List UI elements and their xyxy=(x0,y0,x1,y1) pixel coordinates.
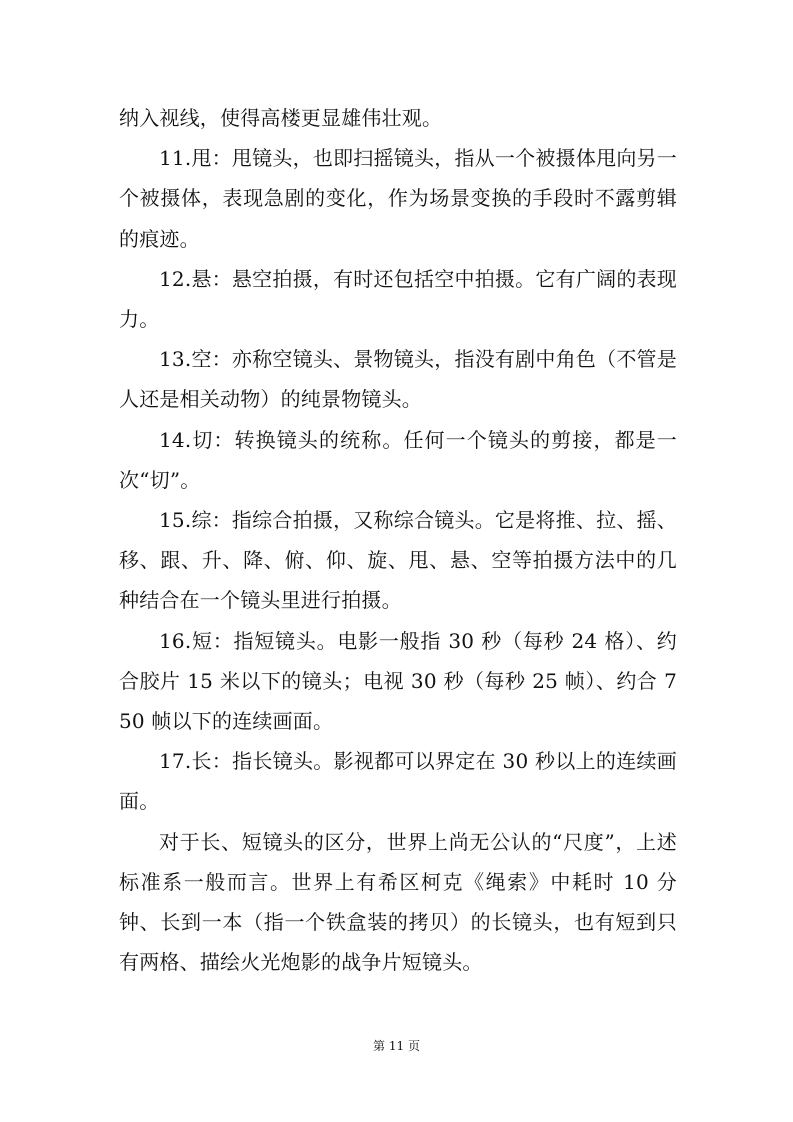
paragraph-continuation: 纳入视线，使得高楼更显雄伟壮观。 xyxy=(119,106,443,130)
paragraph-item-11: 11.甩：甩镜头，也即扫摇镜头，指从一个被摄体甩向另一个被摄体，表现急剧的变化，作为场景变换的手段时不露剪辑的痕迹。 xyxy=(119,146,677,251)
paragraph-item-17: 17.长：指长镜头。影视都可以界定在 30 秒以上的连续画面。 xyxy=(119,749,677,814)
page-number: 第 11 页 xyxy=(373,1039,420,1053)
paragraph-item-16: 16.短：指短镜头。电影一般指 30 秒（每秒 24 格）、约合胶片 15 米以下的镜头；电视 30 秒（每秒 25 帧）、约合 750 帧以下的连续画面。 xyxy=(119,628,677,734)
paragraph-summary: 对于长、短镜头的区分，世界上尚无公认的“尺度”，上述标准系一般而言。世界上有希区柯克《绳索》中耗时 10 分钟、长到一本（指一个铁盒装的拷贝）的长镜头，也有短到只有两格、描绘火光炮影的战争片短镜头。 xyxy=(119,829,677,975)
page-body xyxy=(119,98,677,982)
paragraph-item-13: 13.空：亦称空镜头、景物镜头，指没有剧中角色（不管是人还是相关动物）的纯景物镜头。 xyxy=(119,347,677,412)
paragraph-item-14: 14.切：转换镜头的统称。任何一个镜头的剪接，都是一次“切”。 xyxy=(119,427,677,492)
paragraph-item-12: 12.悬：悬空拍摄，有时还包括空中拍摄。它有广阔的表现力。 xyxy=(119,266,677,332)
paragraph-item-15: 15.综：指综合拍摄，又称综合镜头。它是将推、拉、摇、移、跟、升、降、俯、仰、旋、甩、悬、空等拍摄方法中的几种结合在一个镜头里进行拍摄。 xyxy=(119,508,677,613)
